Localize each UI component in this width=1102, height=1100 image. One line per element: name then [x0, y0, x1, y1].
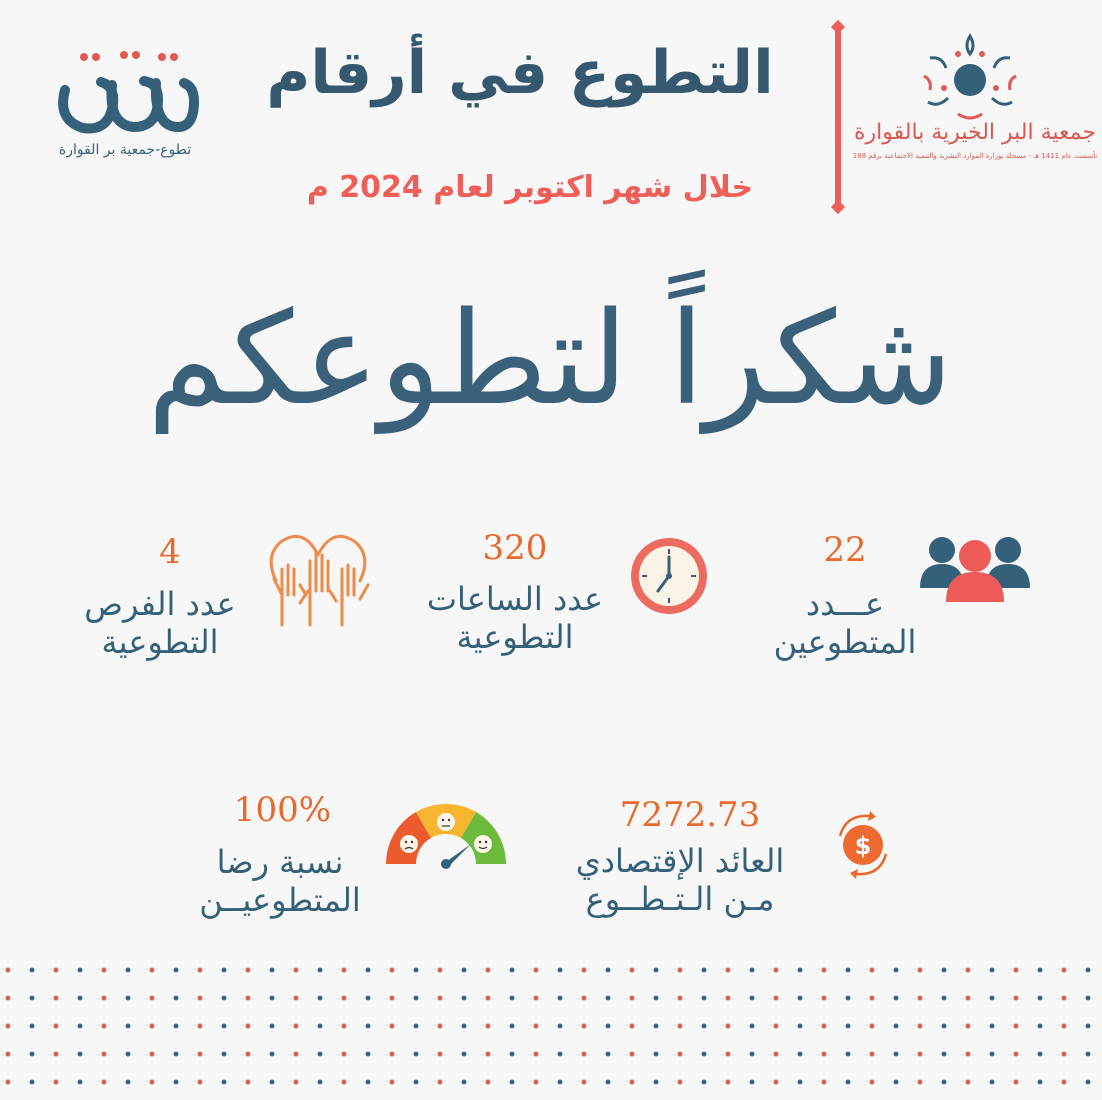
decor-dot: [1086, 1024, 1091, 1029]
decor-dot: [414, 968, 419, 973]
clock-icon: [628, 535, 710, 617]
decor-dot: [102, 996, 107, 1001]
decor-dot: [774, 996, 779, 1001]
decor-dot: [30, 1024, 35, 1029]
stat-opportunities-value: 4: [159, 532, 181, 572]
decor-dot: [198, 1052, 203, 1057]
stat-economic-return-value: 7272.73: [619, 795, 761, 835]
decor-dot: [270, 1052, 275, 1057]
stat-satisfaction-value: 100%: [233, 790, 332, 830]
decor-dot: [102, 968, 107, 973]
decor-dot: [222, 1080, 227, 1085]
decor-dot: [654, 1052, 659, 1057]
decor-dot: [870, 1052, 875, 1057]
decor-dot: [726, 1024, 731, 1029]
decor-dot: [558, 1024, 563, 1029]
decor-dot: [486, 1052, 491, 1057]
decor-dot: [486, 1080, 491, 1085]
decor-dot: [1086, 968, 1091, 973]
decor-dot: [1086, 1080, 1091, 1085]
decor-dot: [654, 1080, 659, 1085]
stat-volunteers-value: 22: [823, 530, 867, 570]
decor-dot: [318, 1024, 323, 1029]
decor-dot: [1014, 1024, 1019, 1029]
org-tagline: تأسست عام 1411 هـ - مسجلة بوزارة الموارد البشرية والتنمية الاجتماعية برقم 188: [852, 152, 1098, 160]
decor-dot: [30, 996, 35, 1001]
decor-dot: [78, 1080, 83, 1085]
decor-dot: [822, 1024, 827, 1029]
decor-dot: [822, 996, 827, 1001]
decor-dot: [438, 1080, 443, 1085]
decor-dot: [222, 996, 227, 1001]
decor-dot: [1062, 996, 1067, 1001]
decor-dot: [726, 1080, 731, 1085]
stat-opportunities-label: [55, 585, 265, 662]
decor-dot: [1038, 1080, 1043, 1085]
org-name: جمعية البر الخيرية بالقوارة: [854, 120, 1096, 145]
decor-dot: [366, 996, 371, 1001]
decor-dot: [174, 1024, 179, 1029]
decor-dot: [366, 1052, 371, 1057]
decor-dot: [6, 996, 11, 1001]
decor-dot: [54, 1080, 59, 1085]
decor-dot: [630, 1024, 635, 1029]
decor-dot: [798, 968, 803, 973]
decor-dot: [966, 968, 971, 973]
decor-dot: [630, 1052, 635, 1057]
decor-dot: [270, 1080, 275, 1085]
decor-dot: [54, 996, 59, 1001]
decor-dot: [246, 1052, 251, 1057]
decor-dot: [6, 1024, 11, 1029]
decor-dot: [198, 996, 203, 1001]
decor-dot: [990, 968, 995, 973]
decor-dot: [582, 968, 587, 973]
decor-dot: [486, 1024, 491, 1029]
decor-dot: [750, 1080, 755, 1085]
decor-dot: [1062, 1052, 1067, 1057]
decor-dot: [990, 996, 995, 1001]
decor-dot: [774, 1080, 779, 1085]
decor-dot: [318, 1080, 323, 1085]
decor-dot: [414, 1024, 419, 1029]
decor-dot: [150, 1080, 155, 1085]
decor-dot: [750, 1024, 755, 1029]
decor-dot: [1038, 1024, 1043, 1029]
decor-dot: [894, 996, 899, 1001]
decor-dot: [918, 1024, 923, 1029]
decor-dot: [894, 1052, 899, 1057]
decor-dot: [150, 1052, 155, 1057]
decor-dot: [78, 1024, 83, 1029]
decor-dot: [966, 1024, 971, 1029]
decor-dot: [510, 968, 515, 973]
decor-dot: [774, 1024, 779, 1029]
decor-dot: [198, 1024, 203, 1029]
decor-dot: [822, 968, 827, 973]
decor-dot: [798, 1080, 803, 1085]
decor-dot: [726, 996, 731, 1001]
decor-dot: [270, 996, 275, 1001]
decor-dot: [534, 996, 539, 1001]
decor-dot: [294, 1024, 299, 1029]
decor-dot: [78, 996, 83, 1001]
decor-dot: [390, 1024, 395, 1029]
decor-dot: [1014, 1052, 1019, 1057]
decor-dot: [870, 996, 875, 1001]
decor-dot: [702, 1080, 707, 1085]
decor-dot: [318, 968, 323, 973]
decor-dot: [942, 996, 947, 1001]
decor-dot: [678, 1024, 683, 1029]
stat-hours-label-line1: عدد الساعات: [426, 580, 604, 618]
decor-dot: [462, 1080, 467, 1085]
decor-dot: [870, 1080, 875, 1085]
decor-dot: [294, 996, 299, 1001]
decor-dot: [942, 968, 947, 973]
decor-dot: [6, 968, 11, 973]
decor-dot: [366, 1024, 371, 1029]
decor-dot: [942, 1052, 947, 1057]
decor-dot: [30, 1052, 35, 1057]
decor-dot: [318, 996, 323, 1001]
stat-hours-label-line2: التطوعية: [456, 618, 574, 657]
decor-dot: [678, 996, 683, 1001]
decor-dot: [54, 1052, 59, 1057]
header-divider: [818, 14, 858, 224]
decor-dot: [558, 1080, 563, 1085]
decor-dot: [750, 968, 755, 973]
decor-dot: [342, 968, 347, 973]
decor-dot: [990, 1024, 995, 1029]
decor-dot: [342, 996, 347, 1001]
decor-dot: [510, 1052, 515, 1057]
decor-dot: [1038, 1052, 1043, 1057]
decor-dot: [342, 1052, 347, 1057]
decor-dot: [510, 1080, 515, 1085]
people-icon: [920, 530, 1030, 602]
decor-dot: [390, 968, 395, 973]
decor-dot: [30, 1080, 35, 1085]
stat-economic-return-label-line1: العائد الإقتصادي: [575, 842, 785, 880]
decor-dot: [774, 1052, 779, 1057]
decor-dot: [654, 1024, 659, 1029]
decor-dot: [966, 996, 971, 1001]
decor-dot: [1062, 1024, 1067, 1029]
decor-dot: [390, 996, 395, 1001]
decor-dot: [318, 1052, 323, 1057]
decor-dot: [990, 1080, 995, 1085]
decor-dot: [438, 996, 443, 1001]
decor-dot: [294, 968, 299, 973]
decor-dot: [462, 1052, 467, 1057]
decor-dot: [390, 1052, 395, 1057]
decor-dot: [126, 1024, 131, 1029]
decor-dot: [486, 996, 491, 1001]
decor-dot: [750, 1052, 755, 1057]
decor-dot: [870, 968, 875, 973]
decor-dot: [126, 996, 131, 1001]
decor-dot: [894, 1080, 899, 1085]
volunteer-logo-icon: [50, 45, 200, 140]
stat-economic-return-label-line2: مـن الـتـطــوع: [585, 880, 775, 919]
decor-dot: [534, 1080, 539, 1085]
decor-dot: [990, 1052, 995, 1057]
decor-dot: [414, 996, 419, 1001]
decor-dot: [294, 1080, 299, 1085]
page-subtitle: خلال شهر اكتوبر لعام 2024 م: [306, 170, 754, 205]
decor-dot: [462, 1024, 467, 1029]
svg-text:$: $: [854, 832, 872, 860]
decor-dot: [654, 996, 659, 1001]
decor-dot: [702, 1052, 707, 1057]
stat-volunteers-label: [740, 585, 950, 662]
decor-dot: [174, 1052, 179, 1057]
decor-dot: [102, 1080, 107, 1085]
decor-dot: [678, 1080, 683, 1085]
decor-dot: [582, 1080, 587, 1085]
decor-dot: [846, 1052, 851, 1057]
decor-dot: [1086, 996, 1091, 1001]
stat-volunteers-label-line2: المتطوعين: [773, 623, 917, 662]
decor-dot: [438, 1024, 443, 1029]
decor-dot: [558, 1052, 563, 1057]
decor-dot: [534, 968, 539, 973]
decor-dot: [846, 1080, 851, 1085]
decor-dot: [1038, 968, 1043, 973]
decor-dot: [678, 1052, 683, 1057]
stat-hours-label: [395, 580, 635, 657]
decor-dot: [222, 1052, 227, 1057]
satisfaction-gauge-icon: [383, 800, 509, 870]
stat-opportunities-label-line1: عدد الفرص: [84, 585, 236, 623]
decor-dot: [414, 1080, 419, 1085]
decor-dot: [78, 1052, 83, 1057]
decor-dot: [1062, 1080, 1067, 1085]
decor-dot: [390, 1080, 395, 1085]
decor-dot: [54, 1024, 59, 1029]
decor-dot: [462, 968, 467, 973]
decor-dot: [126, 968, 131, 973]
stat-hours-value: 320: [482, 528, 548, 568]
decor-dot: [30, 968, 35, 973]
decor-dot: [126, 1052, 131, 1057]
decor-dot: [798, 996, 803, 1001]
decor-dot: [510, 996, 515, 1001]
decor-dot: [918, 1052, 923, 1057]
decor-dot: [606, 1080, 611, 1085]
decor-dot: [462, 996, 467, 1001]
decor-dot: [198, 1080, 203, 1085]
decor-dot: [150, 996, 155, 1001]
decor-dot: [774, 968, 779, 973]
decor-dot: [582, 996, 587, 1001]
decor-dot: [174, 996, 179, 1001]
decor-dot: [870, 1024, 875, 1029]
decor-dot: [894, 1024, 899, 1029]
org-logo-icon: [900, 28, 1040, 128]
decor-dot: [342, 1080, 347, 1085]
decor-dot: [1014, 996, 1019, 1001]
decor-dot: [918, 996, 923, 1001]
decor-dot: [1014, 1080, 1019, 1085]
decor-dot: [102, 1052, 107, 1057]
decor-dot: [438, 1052, 443, 1057]
dot-pattern-decoration: [0, 962, 1102, 1100]
decor-dot: [54, 968, 59, 973]
money-exchange-icon: [826, 808, 900, 882]
decor-dot: [942, 1024, 947, 1029]
decor-dot: [558, 968, 563, 973]
decor-dot: [534, 1024, 539, 1029]
decor-dot: [246, 996, 251, 1001]
decor-dot: [822, 1080, 827, 1085]
decor-dot: [966, 1052, 971, 1057]
stat-economic-return-label: [540, 842, 820, 919]
decor-dot: [6, 1052, 11, 1057]
stat-satisfaction-label-line2: المتطوعيــن: [199, 881, 361, 920]
decor-dot: [222, 968, 227, 973]
decor-dot: [150, 1024, 155, 1029]
thanks-heading: شكراً لتطوعكم: [147, 285, 953, 434]
decor-dot: [702, 1024, 707, 1029]
decor-dot: [918, 968, 923, 973]
decor-dot: [606, 1052, 611, 1057]
stat-satisfaction-label: [170, 843, 390, 920]
decor-dot: [342, 1024, 347, 1029]
decor-dot: [606, 996, 611, 1001]
decor-dot: [702, 968, 707, 973]
decor-dot: [846, 1024, 851, 1029]
decor-dot: [246, 1080, 251, 1085]
stat-volunteers-label-line1: عـــدد: [805, 585, 885, 623]
decor-dot: [78, 968, 83, 973]
decor-dot: [414, 1052, 419, 1057]
decor-dot: [750, 996, 755, 1001]
decor-dot: [222, 1024, 227, 1029]
decor-dot: [150, 968, 155, 973]
decor-dot: [174, 1080, 179, 1085]
decor-dot: [1038, 996, 1043, 1001]
decor-dot: [6, 1080, 11, 1085]
decor-dot: [366, 1080, 371, 1085]
decor-dot: [1062, 968, 1067, 973]
decor-dot: [726, 1052, 731, 1057]
decor-dot: [894, 968, 899, 973]
decor-dot: [702, 996, 707, 1001]
decor-dot: [822, 1052, 827, 1057]
decor-dot: [438, 968, 443, 973]
decor-dot: [294, 1052, 299, 1057]
decor-dot: [174, 968, 179, 973]
stat-opportunities-label-line2: التطوعية: [101, 623, 219, 662]
decor-dot: [846, 968, 851, 973]
decor-dot: [798, 1052, 803, 1057]
decor-dot: [630, 1080, 635, 1085]
decor-dot: [678, 968, 683, 973]
decor-dot: [270, 1024, 275, 1029]
decor-dot: [606, 1024, 611, 1029]
decor-dot: [846, 996, 851, 1001]
decor-dot: [966, 1080, 971, 1085]
decor-dot: [102, 1024, 107, 1029]
decor-dot: [726, 968, 731, 973]
raised-hands-icon: [262, 525, 374, 630]
decor-dot: [582, 1024, 587, 1029]
decor-dot: [486, 968, 491, 973]
decor-dot: [246, 968, 251, 973]
decor-dot: [582, 1052, 587, 1057]
decor-dot: [606, 968, 611, 973]
decor-dot: [630, 968, 635, 973]
stat-satisfaction-label-line1: نسبة رضا: [216, 843, 344, 881]
decor-dot: [270, 968, 275, 973]
decor-dot: [366, 968, 371, 973]
volunteer-logo-name: تطوع-جمعية بر القوارة: [58, 142, 192, 158]
decor-dot: [942, 1080, 947, 1085]
page-title: التطوع في أرقام: [266, 38, 774, 108]
decor-dot: [534, 1052, 539, 1057]
decor-dot: [654, 968, 659, 973]
decor-dot: [558, 996, 563, 1001]
decor-dot: [1014, 968, 1019, 973]
decor-dot: [510, 1024, 515, 1029]
decor-dot: [198, 968, 203, 973]
decor-dot: [126, 1080, 131, 1085]
decor-dot: [798, 1024, 803, 1029]
decor-dot: [630, 996, 635, 1001]
decor-dot: [918, 1080, 923, 1085]
decor-dot: [246, 1024, 251, 1029]
decor-dot: [1086, 1052, 1091, 1057]
